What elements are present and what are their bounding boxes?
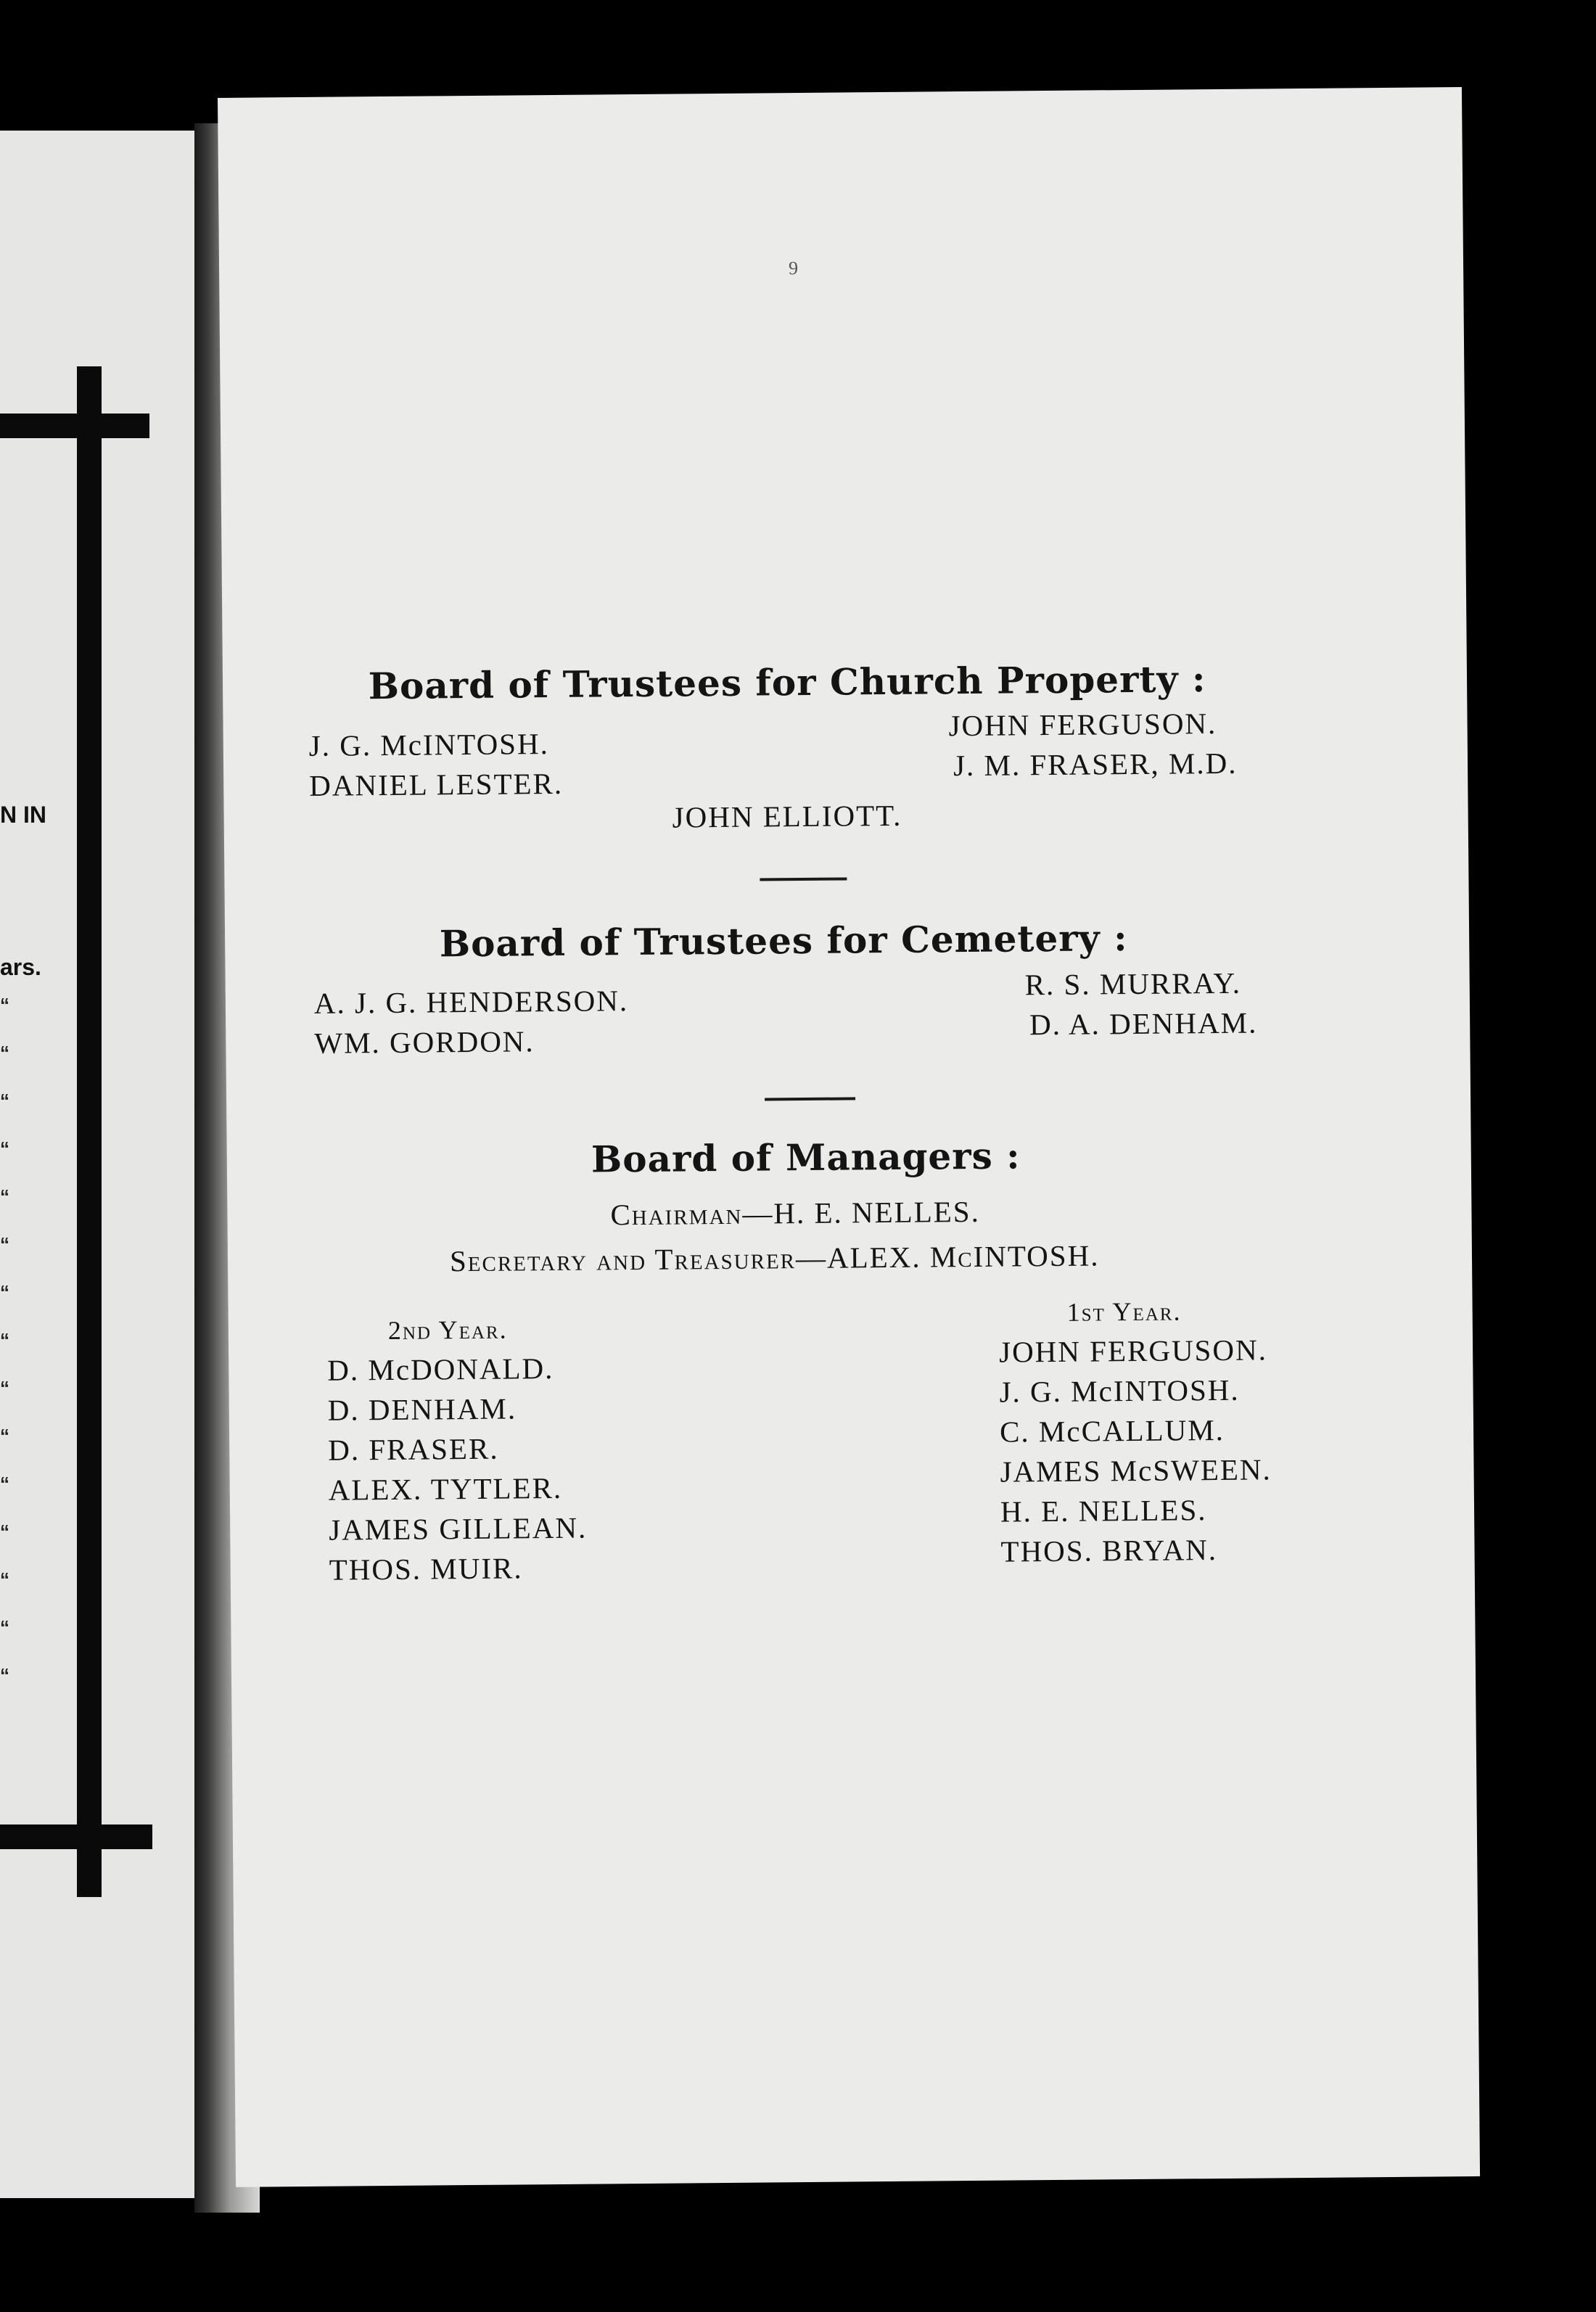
left-page-fragment: ars. [0,954,41,980]
manager-name: J. G. McINTOSH. [999,1373,1240,1409]
trustee-name: D. A. DENHAM. [1029,1005,1258,1042]
ditto-mark: “ [0,1090,9,1111]
chairman-line: Chairman—H. E. NELLES. [610,1194,981,1232]
first-year-label: 1st Year. [1066,1296,1182,1327]
ditto-mark: “ [0,1521,9,1542]
manager-name: THOS. BRYAN. [1000,1533,1218,1568]
trustee-name: JOHN FERGUSON. [948,707,1217,743]
ditto-mark: “ [0,1616,9,1638]
trustee-name: A. J. G. HENDERSON. [313,984,629,1020]
trustee-name: WM. GORDON. [314,1024,535,1060]
page-number: 9 [788,258,799,279]
right-page [218,87,1480,2187]
ditto-mark: “ [0,1377,9,1399]
trustee-name: R. S. MURRAY. [1024,966,1242,1002]
manager-name: H. E. NELLES. [1000,1493,1207,1529]
manager-name: D. DENHAM. [327,1391,517,1427]
ditto-mark: “ [0,1329,9,1351]
manager-name: D. McDONALD. [327,1352,554,1387]
ditto-mark: “ [0,1138,9,1159]
second-year-label: 2nd Year. [387,1315,508,1346]
ditto-mark: “ [0,1425,9,1447]
manager-name: C. McCALLUM. [999,1412,1225,1449]
ditto-mark: “ [0,1233,9,1255]
second-year-list [327,1351,588,1592]
ditto-mark: “ [0,1664,9,1686]
ditto-mark: “ [0,1473,9,1494]
ditto-mark: “ [0,1568,9,1590]
trustee-name: DANIEL LESTER. [309,766,564,802]
left-page-fragment: N IN [0,802,46,828]
manager-name: JOHN FERGUSON. [998,1333,1268,1369]
secretary-line: Secretary and Treasurer—ALEX. McINTOSH. [449,1238,1100,1278]
trustee-name: J. G. McINTOSH. [308,727,550,762]
section-divider [760,877,847,881]
manager-name: JAMES GILLEAN. [329,1510,588,1547]
heading-church-property: Board of Trustees for Church Property : [368,657,1206,708]
heading-managers: Board of Managers : [591,1134,1021,1181]
trustee-name: JOHN ELLIOTT. [672,798,902,834]
ditto-mark: “ [0,1281,9,1303]
trustee-name: J. M. FRASER, M.D. [953,746,1238,783]
ditto-mark: “ [0,1042,9,1064]
manager-name: ALEX. TYTLER. [328,1470,563,1507]
ditto-mark: “ [0,994,9,1016]
first-year-list [999,1332,1272,1573]
manager-name: JAMES McSWEEN. [1000,1452,1272,1489]
manager-name: D. FRASER. [328,1431,499,1467]
manager-name: THOS. MUIR. [329,1551,523,1587]
section-divider [765,1097,855,1101]
heading-cemetery: Board of Trustees for Cemetery : [439,916,1128,966]
ditto-mark: “ [0,1185,9,1207]
